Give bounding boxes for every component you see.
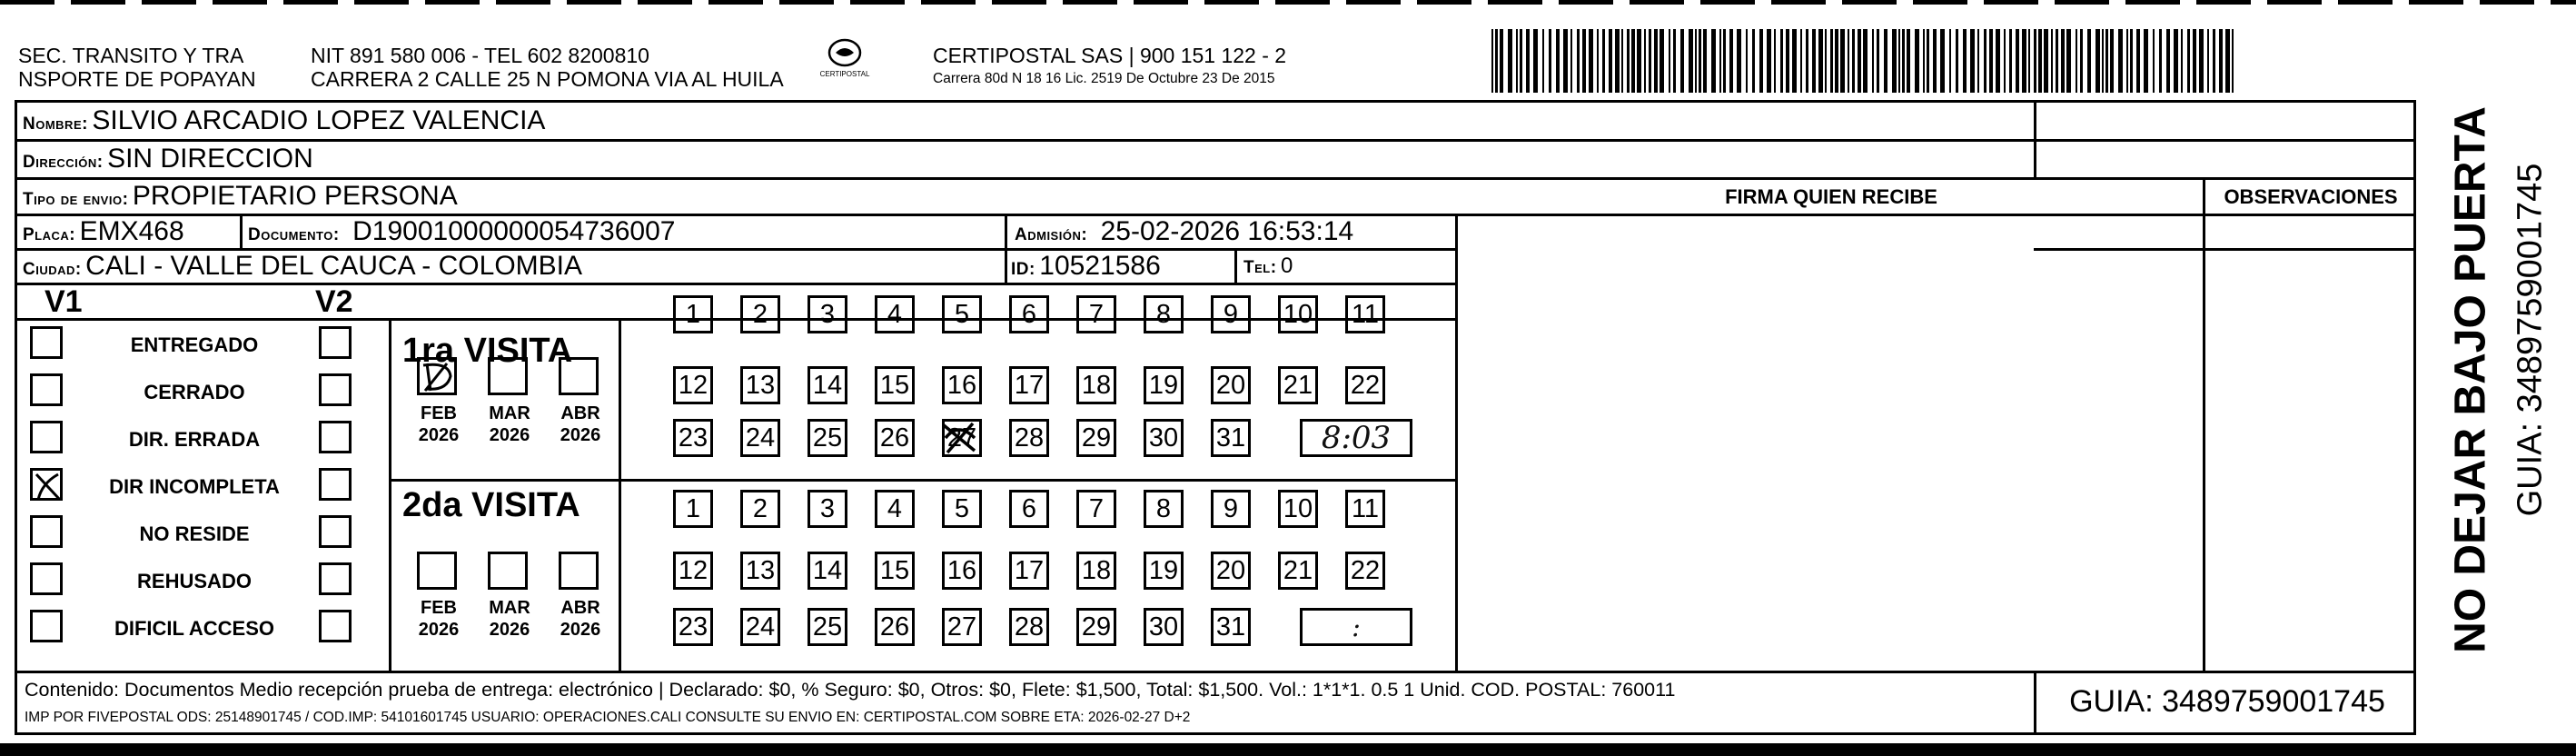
barcode-bar xyxy=(1852,29,1855,93)
barcode-bar xyxy=(2126,29,2128,93)
barcode-bar xyxy=(1996,29,2000,93)
barcode-bar xyxy=(2193,29,2196,93)
day-box[interactable]: 2 xyxy=(740,295,780,333)
barcode-bar xyxy=(1508,29,1512,93)
day-box[interactable]: 30 xyxy=(1144,419,1184,457)
barcode-bar xyxy=(1602,29,1605,93)
month-year: 2026 xyxy=(560,620,601,640)
barcode-bar xyxy=(1902,29,1905,93)
sender-contact xyxy=(311,44,784,91)
barcode-bar xyxy=(1491,29,1493,93)
day-box[interactable]: 25 xyxy=(807,419,847,457)
barcode-bar xyxy=(1898,29,1900,93)
v2-checkbox[interactable] xyxy=(319,468,352,501)
top-edge xyxy=(0,0,2576,5)
day-box[interactable]: 7 xyxy=(1076,490,1116,528)
day-box[interactable]: 9 xyxy=(1211,490,1251,528)
barcode-bar xyxy=(1956,29,1958,93)
barcode-bar xyxy=(2105,29,2108,93)
sender-line-2: NSPORTE DE POPAYAN xyxy=(18,67,256,91)
day-box[interactable]: 3 xyxy=(807,295,847,333)
barcode-bar xyxy=(1526,29,1530,93)
day-box[interactable]: 13 xyxy=(740,366,780,404)
v2-checkbox[interactable] xyxy=(319,610,352,642)
barcode-bar xyxy=(1818,29,1823,93)
barcode-bar xyxy=(1877,29,1879,93)
barcode-bar xyxy=(1621,29,1623,93)
month-year: 2026 xyxy=(418,620,460,640)
day-box[interactable]: 24 xyxy=(740,419,780,457)
month-year: 2026 xyxy=(418,425,460,445)
day-box[interactable]: 14 xyxy=(807,552,847,590)
barcode-bar xyxy=(2174,29,2178,93)
plate-value: EMX468 xyxy=(79,216,184,246)
time-box[interactable] xyxy=(1300,419,1412,457)
address-label: Dirección: xyxy=(23,153,104,172)
month-name: MAR xyxy=(489,403,530,423)
nit-line: NIT 891 580 006 - TEL 602 8200810 xyxy=(311,44,649,67)
admission-field xyxy=(1015,215,1353,253)
document-field xyxy=(248,215,675,253)
barcode-bar xyxy=(1963,29,1967,93)
no-under-door-notice: NO DEJAR BAJO PUERTA xyxy=(2446,106,2495,653)
day-box[interactable]: 1 xyxy=(673,295,713,333)
day-box[interactable]: 2 xyxy=(740,490,780,528)
day-box[interactable]: 21 xyxy=(1278,366,1318,404)
barcode-bar xyxy=(1858,29,1861,93)
month-year: 2026 xyxy=(560,425,601,445)
day-box[interactable]: 10 xyxy=(1278,295,1318,333)
barcode-bar xyxy=(1520,29,1522,93)
month-checkbox[interactable] xyxy=(417,552,457,590)
barcode-bar xyxy=(2066,29,2071,93)
barcode-bar xyxy=(1840,29,1845,93)
barcode-bar xyxy=(1729,29,1733,93)
status-option-label: DIR INCOMPLETA xyxy=(109,475,280,498)
barcode-bar xyxy=(2166,29,2170,93)
observations-header: OBSERVACIONES xyxy=(2224,185,2398,208)
barcode-bar xyxy=(1989,29,1993,93)
day-box[interactable]: 17 xyxy=(1009,552,1049,590)
barcode-bar xyxy=(1723,29,1726,93)
day-box[interactable]: 11 xyxy=(1345,295,1385,333)
day-box[interactable]: 8 xyxy=(1144,490,1184,528)
day-box[interactable]: 10 xyxy=(1278,490,1318,528)
barcode-bar xyxy=(1863,29,1868,93)
barcode-bar xyxy=(1654,29,1658,93)
barcode-bar xyxy=(1597,29,1599,93)
barcode-bar xyxy=(1495,29,1498,93)
day-box[interactable]: 19 xyxy=(1144,552,1184,590)
month-year: 2026 xyxy=(489,425,530,445)
day-box[interactable]: 31 xyxy=(1211,419,1251,457)
barcode-bar xyxy=(1609,29,1612,93)
v2-checkbox[interactable] xyxy=(319,562,352,595)
plate-field xyxy=(23,215,184,253)
day-box[interactable]: 4 xyxy=(875,490,915,528)
barcode-bar xyxy=(1582,29,1586,93)
time-box[interactable] xyxy=(1300,608,1412,646)
barcode-bar xyxy=(2102,29,2104,93)
day-box[interactable]: 27 xyxy=(942,419,982,457)
phone-label: Tel: xyxy=(1243,258,1277,277)
barcode-bar xyxy=(1884,29,1887,93)
barcode-bar xyxy=(1830,29,1833,93)
barcode xyxy=(1491,29,2236,93)
barcode-bar xyxy=(1970,29,1975,93)
shipment-type-label: Tipo de envio: xyxy=(23,190,129,209)
barcode-bar xyxy=(1542,29,1544,93)
day-box[interactable]: 29 xyxy=(1076,419,1116,457)
barcode-bar xyxy=(2056,29,2058,93)
day-box[interactable]: 19 xyxy=(1144,366,1184,404)
day-box[interactable]: 15 xyxy=(875,552,915,590)
status-option-label: REHUSADO xyxy=(137,570,252,592)
barcode-bar xyxy=(1923,29,1925,93)
barcode-bar xyxy=(2034,29,2036,93)
barcode-bar xyxy=(1649,29,1651,93)
day-box[interactable]: 26 xyxy=(875,419,915,457)
city-field xyxy=(23,250,582,287)
day-box[interactable]: 20 xyxy=(1211,366,1251,404)
barcode-bar xyxy=(2080,29,2083,93)
day-box[interactable]: 14 xyxy=(807,366,847,404)
barcode-bar xyxy=(1774,29,1776,93)
day-box[interactable]: 28 xyxy=(1009,608,1049,646)
barcode-bar xyxy=(2110,29,2114,93)
barcode-bar xyxy=(2159,29,2162,93)
day-box[interactable]: 6 xyxy=(1009,295,1049,333)
month-year: 2026 xyxy=(489,620,530,640)
v2-checkbox[interactable] xyxy=(319,326,352,359)
barcode-bar xyxy=(2022,29,2026,93)
barcode-bar xyxy=(1533,29,1538,93)
sender-name xyxy=(18,44,256,91)
print-info-line: IMP POR FIVEPOSTAL ODS: 25148901745 / COD.IMP: 54101601745 USUARIO: OPERACIONES.CALI CONSULTE SU ENVIO EN: CERTIPOSTAL.COM SOBRE ETA: 2026-02-27 D+2 xyxy=(25,710,1191,725)
day-box[interactable]: 27 xyxy=(942,608,982,646)
v2-checkbox[interactable] xyxy=(319,515,352,548)
barcode-bar xyxy=(1977,29,1979,93)
barcode-bar xyxy=(1892,29,1897,93)
barcode-bar xyxy=(1835,29,1838,93)
barcode-bar xyxy=(1644,29,1646,93)
month-label xyxy=(407,403,471,446)
barcode-bar xyxy=(1737,29,1741,93)
barcode-bar xyxy=(2199,29,2204,93)
second-visit-title: 2da VISITA xyxy=(402,486,580,524)
status-option-label: DIR. ERRADA xyxy=(128,428,261,451)
barcode-bar xyxy=(1825,29,1827,93)
barcode-bar xyxy=(1800,29,1802,93)
barcode-bar xyxy=(1703,29,1707,93)
id-value: 10521586 xyxy=(1039,251,1161,281)
barcode-bar xyxy=(1570,29,1572,93)
day-box[interactable]: 12 xyxy=(673,552,713,590)
barcode-bar xyxy=(1577,29,1580,93)
courier-license: Carrera 80d N 18 16 Lic. 2519 De Octubre 23 De 2015 xyxy=(933,71,1275,86)
barcode-bar xyxy=(2009,29,2012,93)
barcode-bar xyxy=(1812,29,1816,93)
status-option-label: CERRADO xyxy=(144,381,245,403)
guide-number: GUIA: 3489759001745 xyxy=(2069,684,2385,719)
contents-line: Contenido: Documentos Medio recepción prueba de entrega: electrónico | Declarado: $0, % Seguro: $0, Otros: $0, Flete: $1,500, Total: $1,500. Vol.: 1*1*1. 0.5 1 Unid. COD. POSTAL: 760011 xyxy=(25,679,1676,701)
day-box[interactable]: 22 xyxy=(1345,366,1385,404)
barcode-bar xyxy=(2051,29,2053,93)
barcode-bar xyxy=(2016,29,2019,93)
document-label: Documento: xyxy=(248,225,340,244)
month-name: ABR xyxy=(560,403,600,423)
month-checkbox[interactable] xyxy=(488,357,528,395)
barcode-bar xyxy=(1711,29,1716,93)
address-row xyxy=(23,143,313,180)
day-box[interactable]: 12 xyxy=(673,366,713,404)
barcode-bar xyxy=(1719,29,1721,93)
day-box[interactable]: 16 xyxy=(942,366,982,404)
v1-header: V1 xyxy=(45,284,83,319)
barcode-bar xyxy=(1759,29,1763,93)
barcode-bar xyxy=(2076,29,2077,93)
v1-checkbox[interactable] xyxy=(30,326,63,359)
barcode-bar xyxy=(2087,29,2091,93)
month-name: FEB xyxy=(421,403,457,423)
barcode-bar xyxy=(1563,29,1568,93)
courier-logo xyxy=(799,36,890,82)
day-box[interactable]: 25 xyxy=(807,608,847,646)
day-box[interactable]: 9 xyxy=(1211,295,1251,333)
day-box[interactable]: 8 xyxy=(1144,295,1184,333)
day-box[interactable]: 11 xyxy=(1345,490,1385,528)
plate-label: Placa: xyxy=(23,225,76,244)
sender-line-1: SEC. TRANSITO Y TRA xyxy=(18,44,244,67)
day-box[interactable]: 4 xyxy=(875,295,915,333)
barcode-bar xyxy=(2038,29,2042,93)
status-option-label: ENTREGADO xyxy=(130,333,259,356)
day-box[interactable]: 16 xyxy=(942,552,982,590)
recipient-name: SILVIO ARCADIO LOPEZ VALENCIA xyxy=(92,105,546,135)
signature-header: FIRMA QUIEN RECIBE xyxy=(1725,185,1937,208)
month-label xyxy=(407,597,471,641)
month-checkbox[interactable] xyxy=(417,357,457,395)
month-checkbox[interactable] xyxy=(488,552,528,590)
name-label: Nombre: xyxy=(23,114,88,134)
day-box[interactable]: 1 xyxy=(673,490,713,528)
v2-checkbox[interactable] xyxy=(319,421,352,453)
day-box[interactable]: 7 xyxy=(1076,295,1116,333)
barcode-bar xyxy=(1669,29,1670,93)
barcode-bar xyxy=(2144,29,2148,93)
barcode-bar xyxy=(1589,29,1593,93)
day-box[interactable]: 21 xyxy=(1278,552,1318,590)
barcode-bar xyxy=(1746,29,1748,93)
v2-header: V2 xyxy=(315,284,353,319)
shipment-type: PROPIETARIO PERSONA xyxy=(132,181,458,211)
month-label xyxy=(549,597,612,641)
month-label xyxy=(549,403,612,446)
barcode-bar xyxy=(2044,29,2048,93)
month-checkbox[interactable] xyxy=(559,552,599,590)
barcode-bar xyxy=(1767,29,1771,93)
v1-checkbox[interactable] xyxy=(30,468,63,501)
id-field xyxy=(1011,250,1161,287)
barcode-bar xyxy=(2118,29,2123,93)
day-box[interactable]: 24 xyxy=(740,608,780,646)
barcode-bar xyxy=(1940,29,1945,93)
barcode-bar xyxy=(1949,29,1951,93)
day-box[interactable]: 17 xyxy=(1009,366,1049,404)
address-line: CARRERA 2 CALLE 25 N POMONA VIA AL HUILA xyxy=(311,67,784,91)
v1-checkbox[interactable] xyxy=(30,515,63,548)
month-name: MAR xyxy=(489,598,530,618)
barcode-bar xyxy=(1549,29,1551,93)
barcode-bar xyxy=(1752,29,1755,93)
recipient-name-row xyxy=(23,104,545,142)
phone-value: 0 xyxy=(1281,254,1293,278)
day-box[interactable]: 22 xyxy=(1345,552,1385,590)
day-box[interactable]: 15 xyxy=(875,366,915,404)
barcode-bar xyxy=(2225,29,2230,93)
day-box[interactable]: 5 xyxy=(942,295,982,333)
day-box[interactable]: 23 xyxy=(673,419,713,457)
barcode-bar xyxy=(2232,29,2234,93)
barcode-bar xyxy=(2207,29,2209,93)
month-label xyxy=(478,597,541,641)
phone-field xyxy=(1243,250,1293,285)
visit-time: 8:03 xyxy=(1321,420,1392,456)
day-box[interactable]: 13 xyxy=(740,552,780,590)
barcode-bar xyxy=(2130,29,2133,93)
month-name: FEB xyxy=(421,598,457,618)
city-value: CALI - VALLE DEL CAUCA - COLOMBIA xyxy=(85,251,582,281)
barcode-bar xyxy=(2213,29,2215,93)
day-box[interactable]: 31 xyxy=(1211,608,1251,646)
barcode-bar xyxy=(2181,29,2183,93)
barcode-bar xyxy=(1786,29,1789,93)
day-box[interactable]: 23 xyxy=(673,608,713,646)
barcode-bar xyxy=(1695,29,1697,93)
barcode-bar xyxy=(1500,29,1503,93)
barcode-bar xyxy=(1689,29,1693,93)
barcode-bar xyxy=(1516,29,1518,93)
barcode-bar xyxy=(1806,29,1808,93)
barcode-bar xyxy=(1915,29,1919,93)
day-box[interactable]: 5 xyxy=(942,490,982,528)
barcode-bar xyxy=(1907,29,1910,93)
barcode-bar xyxy=(1631,29,1635,93)
day-box[interactable]: 3 xyxy=(807,490,847,528)
day-box[interactable]: 18 xyxy=(1076,366,1116,404)
barcode-bar xyxy=(1680,29,1684,93)
barcode-bar xyxy=(2187,29,2190,93)
first-visit-title: 1ra VISITA xyxy=(402,332,573,370)
v2-checkbox[interactable] xyxy=(319,373,352,406)
barcode-bar xyxy=(1933,29,1937,93)
v1-checkbox[interactable] xyxy=(30,373,63,406)
status-option-label: DIFICIL ACCESO xyxy=(114,617,274,640)
barcode-bar xyxy=(2136,29,2140,93)
month-checkbox[interactable] xyxy=(559,357,599,395)
day-box[interactable]: 18 xyxy=(1076,552,1116,590)
recipient-address: SIN DIRECCION xyxy=(107,144,313,174)
day-box[interactable]: 29 xyxy=(1076,608,1116,646)
admission-label: Admisión: xyxy=(1015,225,1088,244)
barcode-bar xyxy=(1660,29,1664,93)
barcode-bar xyxy=(2153,29,2155,93)
barcode-bar xyxy=(1556,29,1560,93)
bottom-edge xyxy=(0,743,2576,756)
v1-checkbox[interactable] xyxy=(30,610,63,642)
visit-time: : xyxy=(1352,612,1361,642)
barcode-bar xyxy=(1699,29,1701,93)
barcode-bar xyxy=(1780,29,1783,93)
barcode-bar xyxy=(1673,29,1676,93)
day-box[interactable]: 6 xyxy=(1009,490,1049,528)
logo-text: CERTIPOSTAL xyxy=(819,70,870,78)
side-guide-number: GUIA: 3489759001745 xyxy=(2511,163,2550,517)
v1-checkbox[interactable] xyxy=(30,562,63,595)
barcode-bar xyxy=(1848,29,1849,93)
courier-name: CERTIPOSTAL SAS | 900 151 122 - 2 xyxy=(933,44,1287,67)
day-box[interactable]: 30 xyxy=(1144,608,1184,646)
delivery-form xyxy=(15,100,2416,735)
barcode-bar xyxy=(1792,29,1797,93)
barcode-bar xyxy=(2028,29,2030,93)
day-box[interactable]: 26 xyxy=(875,608,915,646)
barcode-bar xyxy=(1984,29,1986,93)
barcode-bar xyxy=(1927,29,1929,93)
barcode-bar xyxy=(2219,29,2223,93)
day-box[interactable]: 28 xyxy=(1009,419,1049,457)
barcode-bar xyxy=(2095,29,2100,93)
v1-checkbox[interactable] xyxy=(30,421,63,453)
admission-value: 25-02-2026 16:53:14 xyxy=(1100,216,1354,246)
id-label: ID: xyxy=(1011,260,1035,279)
month-name: ABR xyxy=(560,598,600,618)
document-value: D19001000000054736007 xyxy=(352,216,676,246)
barcode-bar xyxy=(1627,29,1630,93)
barcode-bar xyxy=(1615,29,1620,93)
status-option-label: NO RESIDE xyxy=(139,522,250,545)
shipment-type-row xyxy=(23,180,458,217)
day-box[interactable]: 20 xyxy=(1211,552,1251,590)
barcode-bar xyxy=(1872,29,1874,93)
month-label xyxy=(478,403,541,446)
barcode-bar xyxy=(2061,29,2065,93)
city-label: Ciudad: xyxy=(23,260,82,279)
barcode-bar xyxy=(2004,29,2006,93)
barcode-bar xyxy=(1637,29,1641,93)
